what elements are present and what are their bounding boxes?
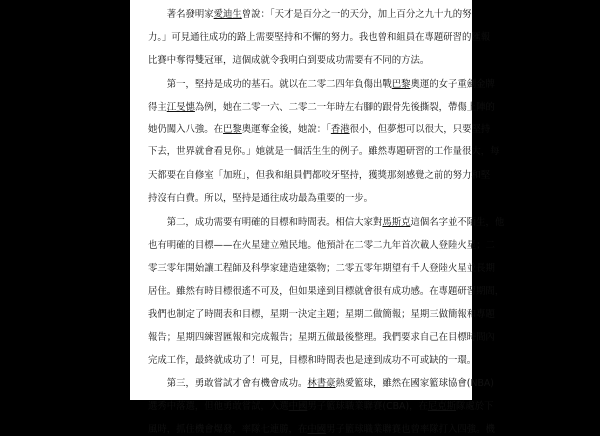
text-line: [148, 170, 491, 182]
text-run: 下去，世界就會看見你。」她就是一個活生生的例子。雖然專題研習的工作量很大，每: [148, 146, 500, 157]
text-line: [148, 240, 495, 252]
text-run: 隊處於下: [456, 401, 494, 412]
text-line: [148, 9, 472, 21]
underlined-name: 巴黎: [223, 124, 242, 135]
underlined-name: 馬斯克: [382, 217, 411, 228]
text-line: [148, 263, 495, 275]
text-run: 很小，但夢想可以很大，只要堅持: [349, 124, 491, 135]
text-line: [148, 146, 500, 158]
text-run: 著名發明家: [148, 9, 214, 20]
text-run: 居住。雖然有時目標很遙不可及，但如果達到目標就會很有成功感。在專題研習期間，: [148, 286, 505, 297]
text-line: [148, 193, 468, 205]
text-run: 零三零年開始讓工程師及科學家建造建築物；二零五零年期望有千人登陸火星並長期: [148, 263, 495, 274]
text-line: [148, 401, 494, 413]
text-line: [148, 124, 491, 136]
text-run: 選秀中落選，但他勇敢嘗試，入選: [148, 401, 289, 412]
text-run: 比賽中奪得雙冠軍，這個成就令我明白到要成功需要有不同的方法。: [148, 55, 430, 66]
text-run: 報告；星期四練習匯報和完成報告；星期五做最後整理。我們要求自己在目標時間內: [148, 332, 495, 343]
text-run: 完成工作，最終就成功了！可見，目標和時間表也是達到成功不可或缺的一環。: [148, 355, 477, 366]
text-run: 男子籃球職業聯賽也曾率隊打入四強。機: [326, 424, 495, 435]
underlined-name: 中國: [288, 401, 308, 412]
text-line: [148, 286, 505, 298]
text-run: 熱愛籃球，雖然在國家籃球協會(NBA): [335, 378, 494, 389]
text-run: 我們也制定了時間表和目標，星期一決定主題；星期二做簡報；星期三做簡報和專題: [148, 309, 495, 320]
text-run: 第三，勇敢嘗試才會有機會成功。: [148, 378, 308, 389]
text-run: 男子籃球職業聯賽(CBA)，在: [307, 401, 428, 412]
text-line: [148, 355, 477, 367]
text-line: [148, 32, 491, 44]
document-page: [130, 0, 505, 435]
text-run: 她仍闖入八強。在: [148, 124, 224, 135]
text-line: [148, 217, 505, 229]
underlined-name: 巴黎: [391, 79, 411, 90]
text-line: [148, 309, 495, 321]
underlined-name: 尼克斯: [427, 401, 457, 412]
underlined-name: 林書豪: [307, 378, 336, 389]
text-run: 第一，堅持是成功的基石。就以在二零二四年負傷出戰: [148, 79, 392, 90]
text-line: [148, 102, 495, 114]
text-run: 第二，成功需要有明確的目標和時間表。相信大家對: [148, 217, 383, 228]
text-run: 為例，她在二零一六、二零二一年時左右腳的跟骨先後撕裂，帶傷上陣的: [194, 102, 495, 113]
text-line: [148, 55, 468, 67]
text-run: 奧運奪金後，她說：「: [241, 124, 331, 135]
underlined-name: 江旻憓: [166, 102, 195, 113]
text-line: [148, 424, 495, 436]
text-line: [148, 79, 495, 91]
underlined-name: 愛迪生: [213, 9, 242, 20]
underlined-name: 香港: [330, 124, 350, 135]
text-run: 風時，抓住機會爆發，率隊七連勝，在: [148, 424, 308, 435]
text-run: 奧運的女子重劍金牌: [410, 79, 495, 90]
underlined-name: 中國: [307, 424, 327, 435]
text-run: 得主: [148, 102, 167, 113]
text-run: 力。」可見通往成功的路上需要堅持和不懈的努力。我也曾和組員在專題研習的匯報: [148, 32, 491, 43]
text-line: [148, 378, 494, 390]
text-run: 曾說：「天才是百分之一的天分，加上百分之九十九的努: [241, 9, 472, 20]
text-run: 天都要在自修室「加班」，但我和組員們都咬牙堅持，獲獎那刻感覺之前的努力和堅: [148, 170, 491, 181]
text-run: 持沒有白費。所以，堅持是通往成功最為重要的一步。: [148, 193, 374, 204]
text-run: 也有明確的目標——在火星建立殖民地。他預計在二零二九年首次載人登陸火星；二: [148, 240, 495, 251]
text-line: [148, 332, 495, 344]
text-run: 這個名字並不陌生，他: [410, 217, 505, 228]
